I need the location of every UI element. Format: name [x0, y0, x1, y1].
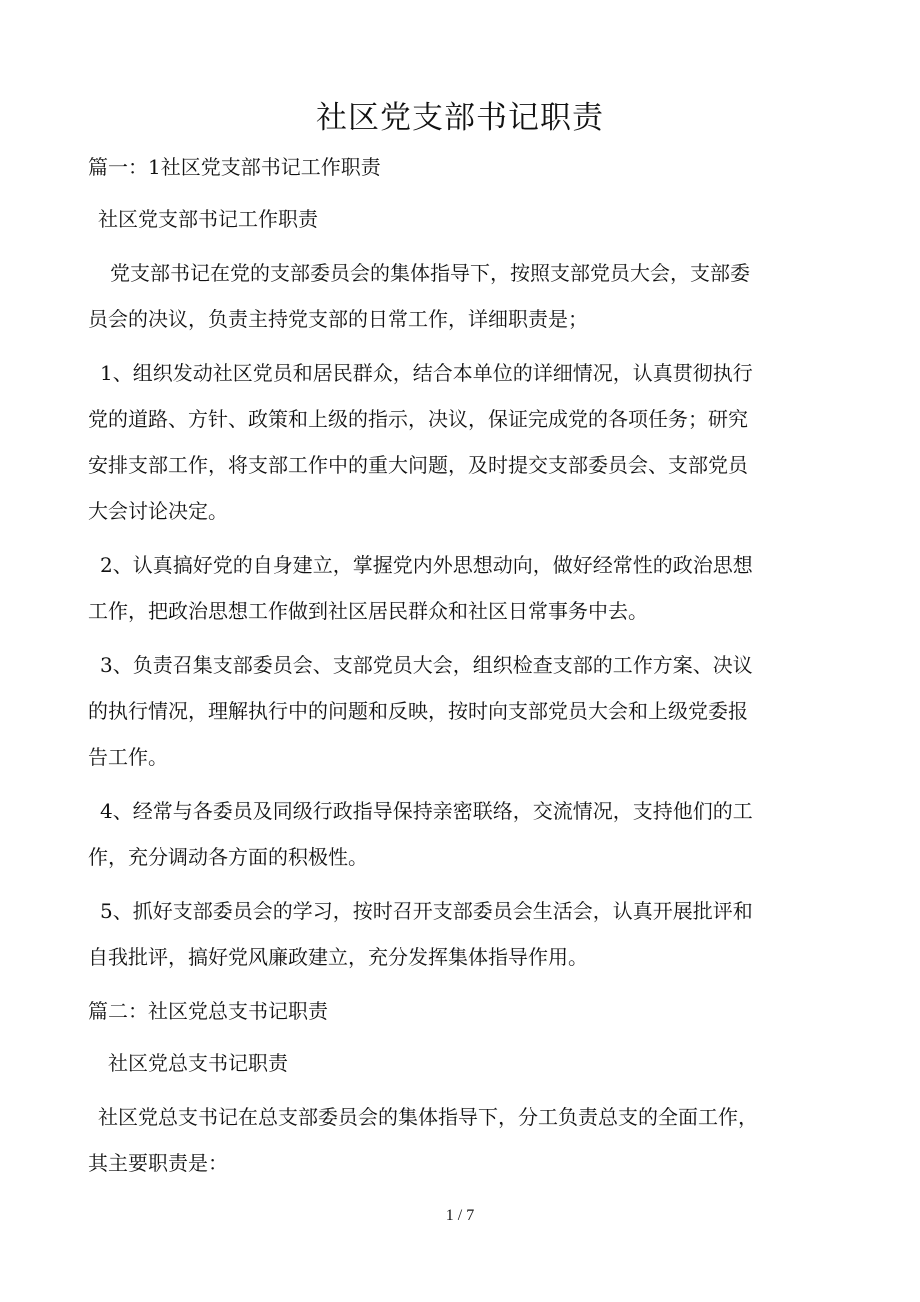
section1-intro-line: 员会的决议，负责主持党支部的日常工作，详细职责是； [88, 307, 588, 331]
duty-item-1-line: 大会讨论决定。 [88, 499, 228, 523]
document-title: 社区党支部书记职责 [316, 100, 604, 136]
section2-heading: 篇二：社区党总支书记职责 [88, 999, 328, 1023]
duty-item-2-line: 2、认真搞好党的自身建立，掌握党内外思想动向，做好经常性的政治思想 [100, 553, 753, 577]
section1-subheading: 社区党支部书记工作职责 [98, 207, 318, 231]
duty-item-4-line: 4、经常与各委员及同级行政指导保持亲密联络，交流情况，支持他们的工 [100, 799, 753, 823]
duty-item-3-line: 3、负责召集支部委员会、支部党员大会，组织检查支部的工作方案、决议 [100, 653, 753, 677]
section2-intro-line: 社区党总支书记在总支部委员会的集体指导下，分工负责总支的全面工作， [98, 1105, 758, 1129]
duty-item-2-line: 工作，把政治思想工作做到社区居民群众和社区日常事务中去。 [88, 599, 648, 623]
duty-item-1-line: 1、组织发动社区党员和居民群众，结合本单位的详细情况，认真贯彻执行 [100, 361, 753, 385]
duty-item-5-line: 5、抓好支部委员会的学习，按时召开支部委员会生活会，认真开展批评和 [100, 899, 753, 923]
section1-intro-line: 党支部书记在党的支部委员会的集体指导下，按照支部党员大会，支部委 [110, 261, 750, 285]
duty-item-5-line: 自我批评，搞好党风廉政建立，充分发挥集体指导作用。 [88, 945, 588, 969]
duty-item-1-line: 安排支部工作，将支部工作中的重大问题，及时提交支部委员会、支部党员 [88, 453, 748, 477]
section2-subheading: 社区党总支书记职责 [108, 1051, 288, 1075]
duty-item-3-line: 的执行情况，理解执行中的问题和反映，按时向支部党员大会和上级党委报 [88, 699, 748, 723]
duty-item-3-line: 告工作。 [88, 745, 168, 769]
page-number: 1 / 7 [445, 1207, 475, 1224]
section2-intro-line: 其主要职责是： [88, 1151, 228, 1175]
document-body [88, 144, 810, 1186]
duty-item-4-line: 作，充分调动各方面的积极性。 [88, 845, 368, 869]
section1-heading: 篇一：1社区党支部书记工作职责 [88, 155, 381, 179]
duty-item-1-line: 党的道路、方针、政策和上级的指示，决议，保证完成党的各项任务；研究 [88, 407, 748, 431]
